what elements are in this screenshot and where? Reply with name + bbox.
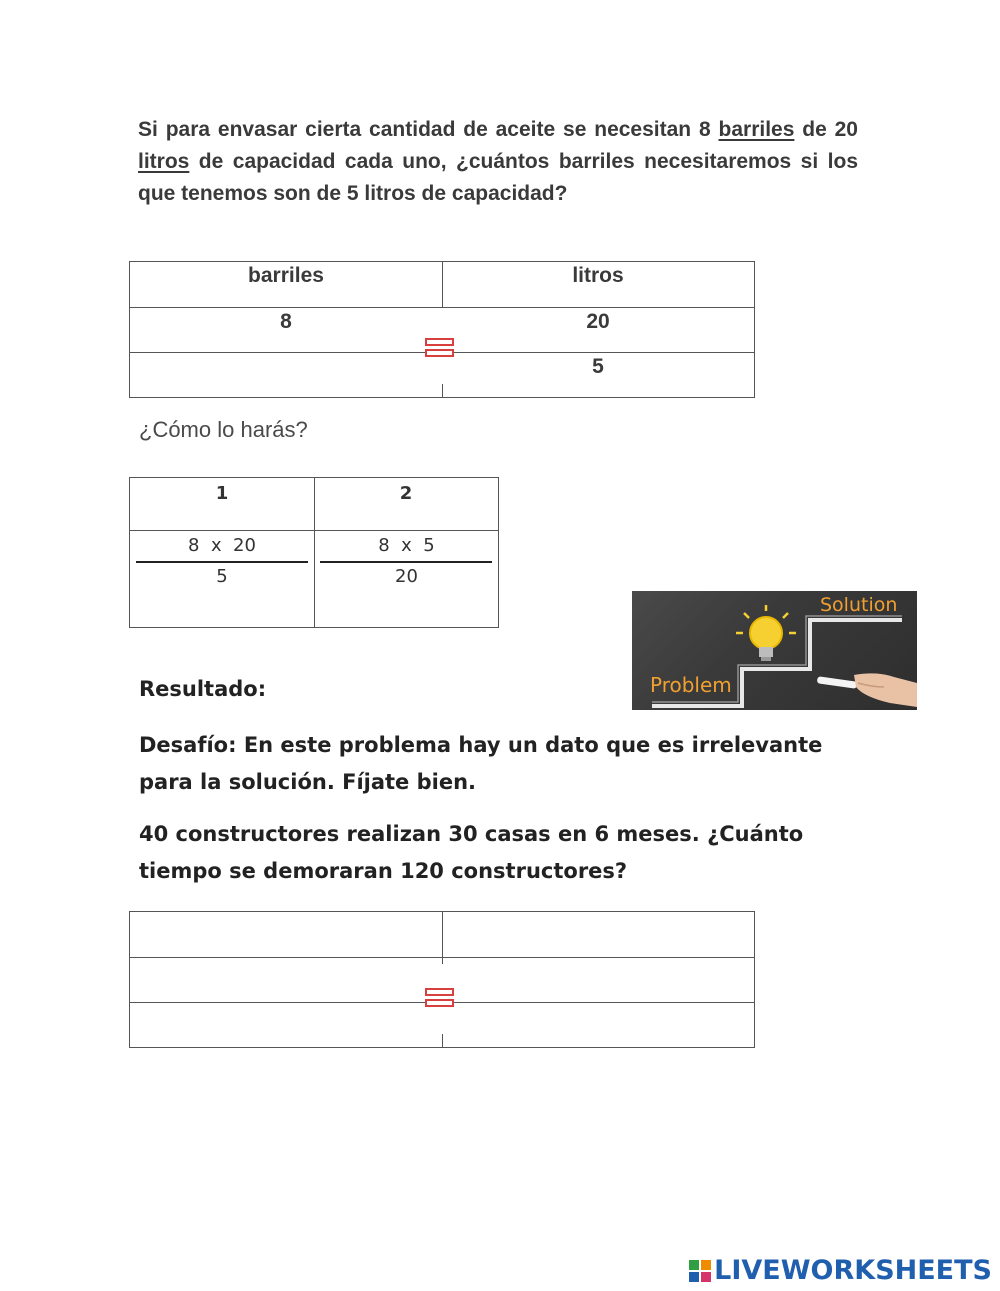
equals-box-top-2 xyxy=(425,988,454,996)
table1-header-barriles: barriles xyxy=(248,264,324,287)
table2-cell-b2[interactable] xyxy=(443,958,754,1002)
table2-cell-a1[interactable] xyxy=(130,912,442,957)
problem-label: Problem xyxy=(650,673,732,697)
option-1-denominator: 5 xyxy=(216,566,228,587)
problem-statement xyxy=(138,114,858,210)
problem-2-text: 40 constructores realizan 30 casas en 6 meses. ¿Cuánto tiempo se demoraran 120 constructores? xyxy=(139,822,804,883)
problem-text-2: de 20 xyxy=(794,118,858,141)
result-label: Resultado: xyxy=(139,677,267,701)
option-1-fraction[interactable] xyxy=(130,531,314,627)
problem-underlined-litros: litros xyxy=(138,150,190,173)
equals-box-bottom-2 xyxy=(425,999,454,1007)
option-2-fraction-bar xyxy=(320,561,492,563)
problem-solution-illustration xyxy=(632,591,917,710)
option-1-numerator: 8 x 20 xyxy=(188,535,256,556)
table2-cell-b3[interactable] xyxy=(443,1003,754,1047)
table2-cell-a2[interactable] xyxy=(130,958,442,1002)
proportion-table-1 xyxy=(129,261,755,398)
solution-label: Solution xyxy=(820,594,898,616)
equals-box-top xyxy=(425,338,454,346)
problem-underlined-barriles: barriles xyxy=(718,118,795,141)
table2-cell-b1[interactable] xyxy=(443,912,754,957)
equals-box-bottom xyxy=(425,349,454,357)
problem-text-1: Si para envasar cierta cantidad de aceite se necesitan 8 xyxy=(138,118,719,141)
hand-with-chalk-icon xyxy=(817,673,917,707)
option-header-2: 2 xyxy=(399,483,413,504)
table2-cell-a3[interactable] xyxy=(130,1003,442,1047)
liveworksheets-logo xyxy=(689,1255,992,1286)
table1-value-litros-1: 20 xyxy=(586,310,610,333)
proportion-table-2 xyxy=(129,911,755,1048)
problem-text-3: de capacidad cada uno, ¿cuántos barriles necesitaremos si los que tenemos son de 5 litros de capacidad? xyxy=(138,150,858,205)
brand-name: LIVEWORKSHEETS xyxy=(714,1255,992,1286)
challenge-text: Desafío: En este problema hay un dato que es irrelevante para la solución. Fíjate bien. xyxy=(139,733,823,794)
how-prompt: ¿Cómo lo harás? xyxy=(139,417,308,442)
table1-input-barriles-2[interactable] xyxy=(130,355,442,395)
table1-header-litros: litros xyxy=(572,264,624,287)
options-table xyxy=(129,477,499,628)
option-2-numerator: 8 x 5 xyxy=(378,535,435,556)
option-2-fraction[interactable] xyxy=(315,531,498,627)
lightbulb-icon xyxy=(736,605,796,661)
option-header-1: 1 xyxy=(215,483,229,504)
logo-blocks-icon xyxy=(689,1260,711,1282)
table1-value-barriles-1: 8 xyxy=(280,310,292,333)
option-1-fraction-bar xyxy=(136,561,308,563)
option-2-denominator: 20 xyxy=(395,566,418,587)
table1-value-litros-2: 5 xyxy=(592,355,604,378)
